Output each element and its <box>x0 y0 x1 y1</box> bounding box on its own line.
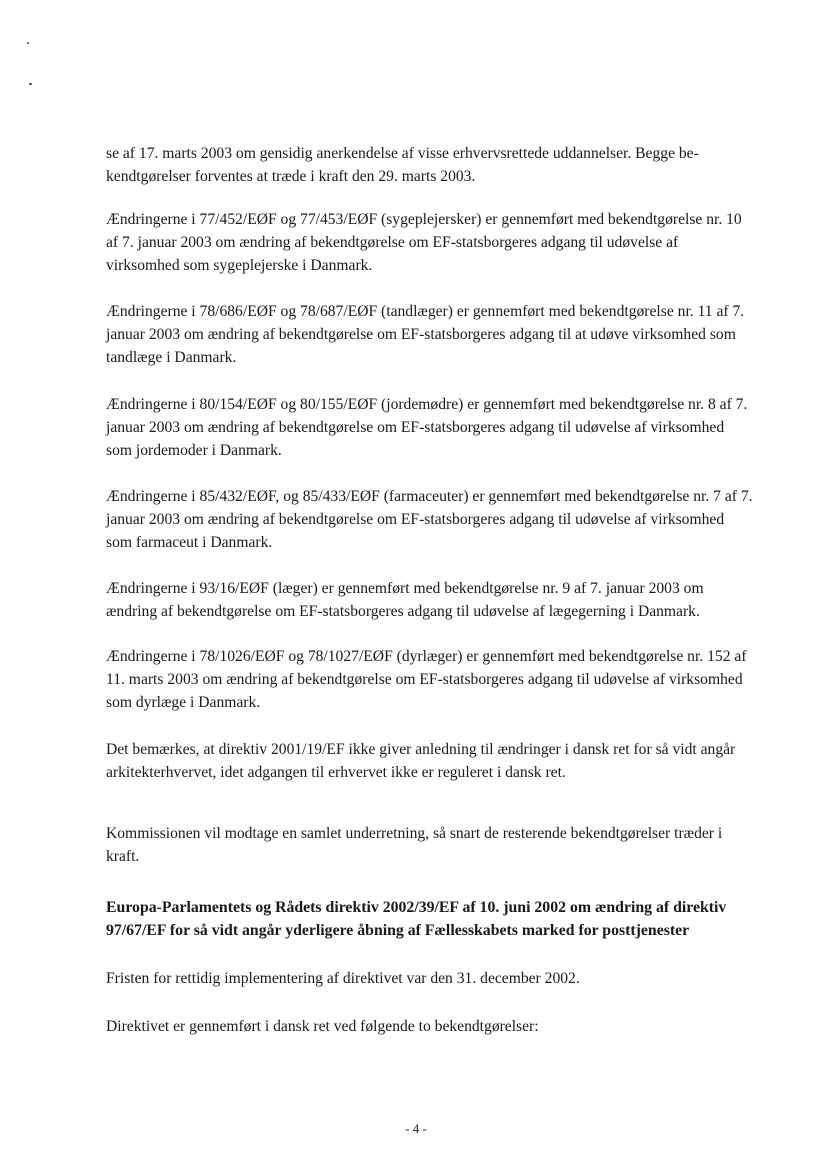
paragraph-frist: Fristen for rettidig implementering af direktivet var den 31. december 2002. <box>106 970 580 987</box>
paragraph-arkitekter: Det bemærkes, at direktiv 2001/19/EF ikke giver anledning til ændringer i dansk ret for så vidt angår arkitekterhvervet, idet adgangen til erhvervet ikke er reguleret i dansk ret. <box>106 741 736 781</box>
paragraph-dyrlaeger: Ændringerne i 78/1026/EØF og 78/1027/EØF (dyrlæger) er gennemført med bekendtgørelse nr. 152 af 11. marts 2003 om ændring af bekendtgørelse om EF-statsborgeres adgang til udøvelse af virksomhed som dyrlæge i Danmark. <box>106 648 747 711</box>
section-heading: Europa-Parlamentets og Rådets direktiv 2002/39/EF af 10. juni 2002 om ændring af direktiv 97/67/EF for så vidt angår yderligere åbning af Fællesskabets marked for posttjenester <box>106 899 727 939</box>
paragraph-kommissionen: Kommissionen vil modtage en samlet underretning, så snart de resterende bekendtgørelser træder i kraft. <box>106 825 723 865</box>
paragraph-sygeplejersker: Ændringerne i 77/452/EØF og 77/453/EØF (sygeplejersker) er gennemført med bekendtgørelse nr. 10 af 7. januar 2003 om ændring af bekendtgørelse om EF-statsborgeres adgang til udøvelse af virksomhed som sygeplejerske i Danmark. <box>106 211 742 274</box>
scan-speck <box>29 83 32 85</box>
paragraph-laeger: Ændringerne i 93/16/EØF (læger) er gennemført med bekendtgørelse nr. 9 af 7. januar 2003 om ændring af bekendtgørelse om EF-statsborgeres adgang til udøvelse af lægegerning i Danmark. <box>106 580 704 620</box>
paragraph-jordemoedre: Ændringerne i 80/154/EØF og 80/155/EØF (jordemødre) er gennemført med bekendtgørelse nr. 8 af 7. januar 2003 om ændring af bekendtgørelse om EF-statsborgeres adgang til udøvelse af virksomhed som jordemoder i Danmark. <box>106 396 748 459</box>
paragraph-gennemfoert: Direktivet er gennemført i dansk ret ved følgende to bekendtgørelser: <box>106 1018 539 1035</box>
paragraph-continuation: se af 17. marts 2003 om gensidig anerkendelse af visse erhvervsrettede uddannelser. Begge bekendtgørelser forventes at træde i kraft den 29. marts 2003. <box>106 145 699 185</box>
scan-speck <box>27 42 29 44</box>
paragraph-farmaceuter: Ændringerne i 85/432/EØF, og 85/433/EØF (farmaceuter) er gennemført med bekendtgørelse nr. 7 af 7. januar 2003 om ændring af bekendtgørelse om EF-statsborgeres adgang til udøvelse af virksomhed som farmaceut i Danmark. <box>106 488 753 551</box>
paragraph-tandlaeger: Ændringerne i 78/686/EØF og 78/687/EØF (tandlæger) er gennemført med bekendtgørelse nr. 11 af 7. januar 2003 om ændring af bekendtgørelse om EF-statsborgeres adgang til at udøve virksomhed som tandlæge i Danmark. <box>106 303 745 366</box>
page-number: - 4 - <box>405 1121 427 1136</box>
